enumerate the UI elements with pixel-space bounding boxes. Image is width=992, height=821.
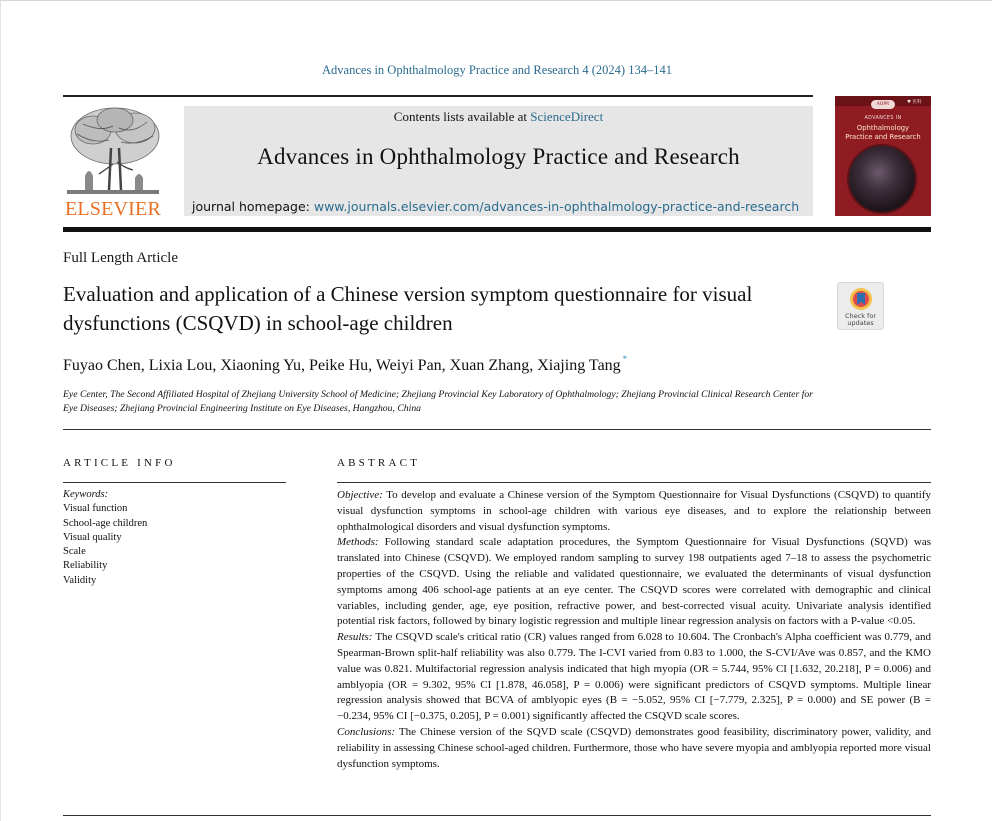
abstract-section-label: Conclusions:: [337, 725, 396, 738]
journal-title[interactable]: Advances in Ophthalmology Practice and Research: [257, 144, 740, 169]
abstract-heading: ABSTRACT: [337, 457, 421, 469]
elsevier-tree-icon: [63, 104, 163, 196]
abstract-objective: [337, 488, 931, 535]
homepage-prefix: journal homepage:: [192, 199, 314, 214]
journal-homepage: [192, 199, 799, 214]
abstract-section-text: Following standard scale adaptation procedures, the Symptom Questionnaire for Visual Dysfunctions (SQVD) was translated into Chinese (CSQVD). We employed random sampling to survey 198 outpatients aged 7–18 to assess the psychometric properties of the CSQVD. Using the reliable and validated questionnaire, we evaluated the determinants of visual dysfunction symptoms among 406 school-age patients at an eye center. The CSQVD scores were correlated with demographic and clinical variables, including gender, age, eye position, refractive power, and best-corrected visual acuity. Univariate analysis identified potential risk factors, followed by binary logistic regression and multiple linear regression analysis on factors with a P-value <0.05.: [337, 536, 931, 628]
cover-tag: ♥ 医科: [907, 100, 922, 105]
sciencedirect-link[interactable]: ScienceDirect: [530, 109, 604, 124]
keyword-item: Visual quality: [63, 531, 122, 543]
check-updates-label: [838, 313, 883, 327]
abstract-body: [337, 488, 931, 772]
cover-small-text: ADVANCES IN: [864, 116, 902, 121]
cover-eye-illustration: [849, 146, 915, 212]
contents-line: [184, 109, 813, 125]
bottom-rule: [63, 815, 931, 816]
keyword-item: Reliability: [63, 560, 108, 572]
keywords-block: [63, 488, 283, 588]
keyword-item: Validity: [63, 574, 97, 586]
badge-line1: Check for: [845, 312, 876, 320]
header-top-rule: [63, 95, 813, 97]
cover-title-line1: Ophthalmology: [856, 124, 910, 132]
abstract-conclusions: [337, 725, 931, 772]
header-thick-rule: [63, 227, 931, 232]
homepage-link[interactable]: www.journals.elsevier.com/advances-in-ophthalmology-practice-and-research: [313, 199, 800, 214]
affiliation: Eye Center, The Second Affiliated Hospital of Zhejiang University School of Medicine; Zhejiang Provincial Key Laboratory of Ophthalmology; Zhejiang Provincial Clinical Research Center for Eye Diseases; Zhejiang Provincial Engineering Institute on Eye Diseases, Hangzhou, China: [63, 389, 813, 414]
publisher-logo[interactable]: [63, 104, 163, 220]
keyword-item: School-age children: [63, 517, 148, 529]
cover-title: [835, 124, 931, 141]
cover-title-line2: Practice and Research: [845, 132, 921, 141]
check-for-updates-button[interactable]: [837, 282, 884, 330]
journal-cover-image[interactable]: [835, 96, 931, 216]
corresponding-author-link[interactable]: *: [622, 354, 628, 364]
badge-line2: updates: [847, 319, 874, 327]
abstract-section-text: The CSQVD scale's critical ratio (CR) values ranged from 6.028 to 10.604. The Cronbach's Alpha coefficient was 0.779, and Spearman-Brown split-half reliability was also 0.779. The I-CVI varied from 0.83 to 1.000, the S-CVI/Ave was 0.857, and the KMO value was 0.821. Multifactorial regression analysis indicated that high myopia (OR = 5.744, 95% CI [1.632, 20.218], P = 0.006) and amblyopia (OR = 9.302, 95% CI [1.878, 46.058], P = 0.006) were significant predictors of CSQVD symptoms. Multiple linear regression analysis showed that BCVA of amblyopic eyes (B = −5.052, 95% CI [−7.779, 2.325], P = 0.000) and SE power (B = −0.234, 95% CI [−0.375, 0.205], P = 0.001) significantly affected the CSQVD scale scores.: [337, 631, 931, 723]
abstract-results: [337, 630, 931, 725]
author-list: [63, 354, 627, 375]
abstract-section-label: Methods:: [337, 536, 379, 549]
article-info-rule: [63, 482, 286, 483]
publisher-name: ELSEVIER: [64, 198, 162, 220]
section-divider: [63, 429, 931, 430]
abstract-section-text: To develop and evaluate a Chinese version of the Symptom Questionnaire for Visual Dysfunctions (CSQVD) to quantify visual dysfunction symptoms in school-age children with various eye diseases, and to explore the relationship between ophthalmological disorders and visual dysfunction symptoms.: [337, 489, 931, 533]
abstract-rule: [337, 482, 931, 483]
authors-text: Fuyao Chen, Lixia Lou, Xiaoning Yu, Peike Hu, Weiyi Pan, Xuan Zhang, Xiajing Tang: [63, 357, 621, 374]
keyword-item: Visual function: [63, 503, 128, 515]
abstract-section-label: Results:: [337, 631, 373, 644]
article-title: Evaluation and application of a Chinese version symptom questionnaire for visual dysfunctions (CSQVD) in school-age children: [63, 282, 753, 335]
journal-citation[interactable]: Advances in Ophthalmology Practice and Research 4 (2024) 134–141: [322, 63, 672, 77]
keywords-label: Keywords:: [63, 489, 109, 500]
abstract-methods: [337, 535, 931, 630]
abstract-section-label: Objective:: [337, 489, 383, 501]
keyword-item: Scale: [63, 546, 86, 558]
cover-logo: AOPR: [871, 100, 895, 109]
check-updates-icon: [849, 286, 873, 312]
article-info-heading: ARTICLE INFO: [63, 457, 176, 469]
abstract-section-text: The Chinese version of the SQVD scale (CSQVD) demonstrates good feasibility, discriminatory power, validity, and reliability in assessing Chinese school-aged children. Furthermore, those who have severe myopia and amblyopia reported more visual dysfunction symptoms.: [337, 725, 931, 770]
article-type: Full Length Article: [63, 250, 178, 266]
contents-prefix: Contents lists available at: [393, 109, 531, 124]
journal-header-box: [184, 106, 813, 216]
